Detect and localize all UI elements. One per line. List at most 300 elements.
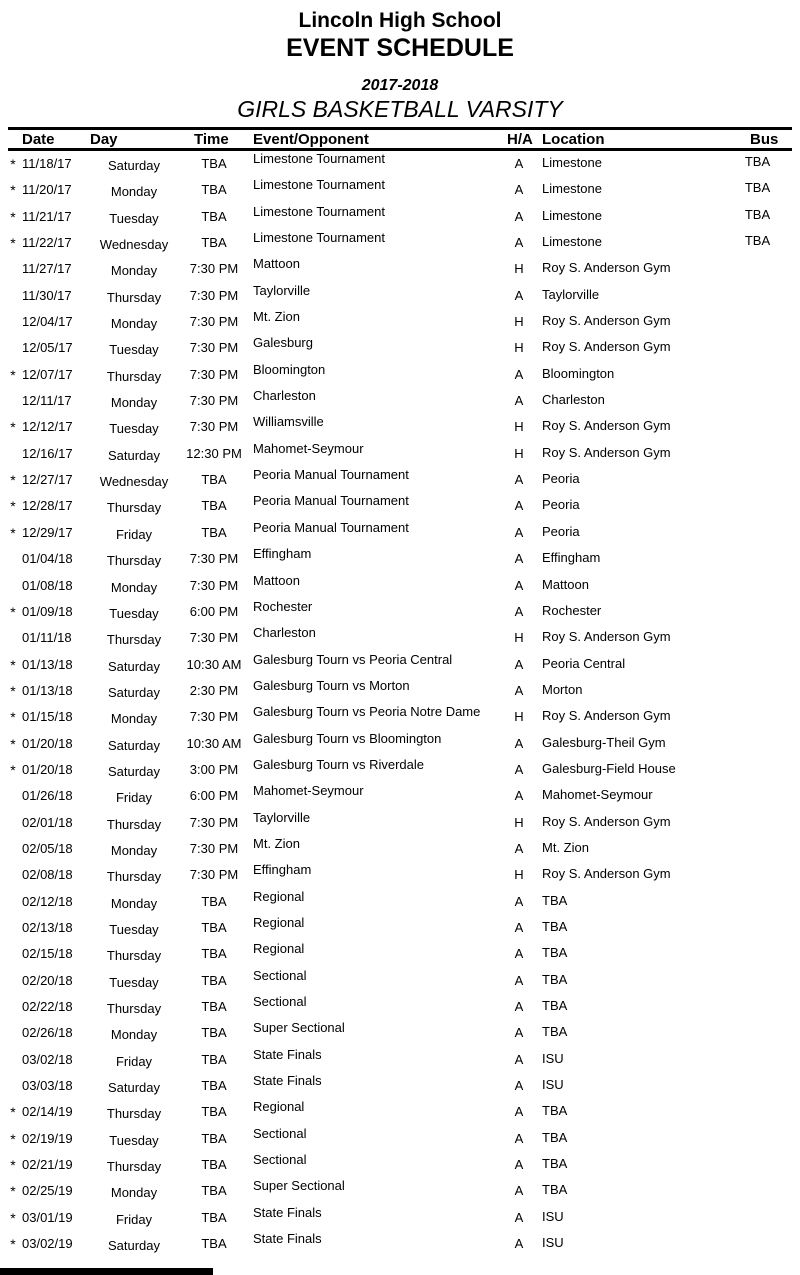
cell-ha: A bbox=[514, 972, 524, 988]
cell-ha: A bbox=[514, 287, 524, 303]
cell-day: Thursday bbox=[106, 1001, 162, 1016]
cell-time: TBA bbox=[201, 893, 227, 909]
cell-event: Peoria Manual Tournament bbox=[253, 519, 409, 535]
cell-event: Mt. Zion bbox=[253, 309, 300, 325]
column-header-location: Location bbox=[542, 131, 605, 148]
cell-event: Bloomington bbox=[253, 361, 326, 377]
cell-location: Roy S. Anderson Gym bbox=[542, 444, 671, 460]
cell-bus bbox=[735, 386, 792, 412]
cell-bus bbox=[735, 1124, 792, 1150]
star-marker: * bbox=[10, 498, 16, 515]
cell-ha: A bbox=[514, 1130, 524, 1146]
cell-event: Super Sectional bbox=[253, 1178, 345, 1194]
cell-location: Morton bbox=[542, 681, 583, 697]
cell-date: 12/29/17 bbox=[22, 524, 73, 540]
cell-day: Monday bbox=[110, 184, 158, 200]
cell-time: TBA bbox=[201, 208, 227, 224]
cell-bus bbox=[735, 650, 792, 676]
cell-date: 03/01/19 bbox=[22, 1209, 73, 1225]
cell-date: 02/19/19 bbox=[22, 1130, 73, 1146]
cell-time: TBA bbox=[201, 156, 227, 171]
cell-location: Mattoon bbox=[542, 576, 589, 592]
cell-day: Thursday bbox=[106, 1159, 162, 1175]
cell-day: Tuesday bbox=[109, 605, 159, 621]
cell-day: Saturday bbox=[107, 658, 161, 674]
cell-bus bbox=[735, 1071, 792, 1097]
cell-bus bbox=[735, 676, 792, 702]
cell-day: Thursday bbox=[106, 500, 162, 516]
cell-date: 12/16/17 bbox=[22, 445, 73, 461]
cell-event: Sectional bbox=[253, 994, 307, 1009]
cell-bus bbox=[735, 360, 792, 386]
cell-bus bbox=[735, 544, 792, 570]
cell-bus: TBA bbox=[744, 233, 771, 249]
star-marker bbox=[8, 573, 18, 599]
cell-ha: A bbox=[514, 788, 524, 804]
cell-date: 01/26/18 bbox=[22, 788, 73, 804]
cell-location: ISU bbox=[542, 1050, 564, 1066]
cell-day: Wednesday bbox=[99, 237, 169, 253]
cell-day: Saturday bbox=[107, 737, 161, 753]
cell-ha: A bbox=[514, 156, 524, 171]
cell-bus bbox=[735, 755, 792, 781]
cell-ha: A bbox=[514, 577, 524, 593]
cell-day: Tuesday bbox=[109, 210, 159, 226]
cell-day: Friday bbox=[115, 526, 153, 542]
star-marker bbox=[8, 836, 18, 862]
cell-event: State Finals bbox=[253, 1046, 322, 1062]
team-label: GIRLS BASKETBALL VARSITY bbox=[237, 96, 563, 122]
cell-date: 11/18/17 bbox=[22, 156, 72, 171]
cell-day: Monday bbox=[110, 842, 158, 858]
column-header-time: Time bbox=[194, 131, 229, 148]
cell-event: Galesburg Tourn vs Bloomington bbox=[253, 730, 442, 746]
cell-day: Monday bbox=[110, 1027, 158, 1043]
cell-time: TBA bbox=[201, 1025, 227, 1041]
cell-ha: A bbox=[514, 1025, 524, 1041]
star-marker: * bbox=[10, 1157, 16, 1174]
cell-date: 02/26/18 bbox=[22, 1025, 73, 1041]
season-label: 2017-2018 bbox=[361, 77, 439, 94]
star-marker: * bbox=[10, 709, 16, 726]
cell-date: 11/21/17 bbox=[22, 208, 72, 224]
star-marker: * bbox=[10, 235, 16, 252]
cell-time: TBA bbox=[201, 1157, 227, 1173]
cell-time: TBA bbox=[201, 1104, 227, 1120]
star-marker: * bbox=[10, 1183, 16, 1200]
cell-location: Effingham bbox=[542, 550, 601, 566]
cell-location: Peoria bbox=[542, 497, 580, 513]
cell-ha: A bbox=[514, 182, 524, 198]
cell-date: 02/15/18 bbox=[22, 946, 73, 962]
cell-day: Saturday bbox=[107, 1238, 161, 1254]
star-marker bbox=[8, 783, 18, 809]
cell-day: Monday bbox=[110, 579, 158, 595]
cell-time: 7:30 PM bbox=[189, 340, 239, 356]
cell-bus: TBA bbox=[744, 154, 771, 169]
cell-location: Charleston bbox=[542, 392, 605, 408]
cell-date: 12/27/17 bbox=[22, 472, 73, 488]
cell-time: 7:30 PM bbox=[189, 814, 239, 830]
cell-time: 7:30 PM bbox=[189, 630, 239, 646]
cell-location: Peoria bbox=[542, 471, 580, 487]
cell-ha: H bbox=[514, 314, 524, 330]
cell-location: Limestone bbox=[542, 234, 602, 250]
cell-location: TBA bbox=[542, 918, 568, 934]
cell-day: Thursday bbox=[106, 289, 162, 305]
cell-location: Roy S. Anderson Gym bbox=[542, 339, 671, 355]
cell-ha: A bbox=[514, 472, 524, 488]
cell-ha: H bbox=[514, 419, 524, 435]
cell-bus bbox=[735, 597, 792, 623]
cell-date: 02/14/19 bbox=[22, 1104, 73, 1120]
cell-time: 7:30 PM bbox=[189, 551, 239, 567]
cell-ha: A bbox=[514, 761, 524, 777]
cell-ha: A bbox=[514, 366, 524, 382]
star-marker: * bbox=[10, 761, 16, 778]
cell-date: 11/20/17 bbox=[22, 182, 72, 198]
cell-time: 2:30 PM bbox=[189, 682, 239, 698]
cell-time: TBA bbox=[201, 1183, 227, 1199]
cell-time: 10:30 AM bbox=[186, 735, 242, 751]
cell-ha: A bbox=[514, 603, 524, 619]
cell-location: TBA bbox=[542, 945, 568, 961]
cell-day: Friday bbox=[115, 790, 153, 806]
cell-day: Thursday bbox=[106, 632, 162, 648]
cell-event: Galesburg Tourn vs Peoria Notre Dame bbox=[253, 704, 481, 720]
cell-ha: A bbox=[514, 1051, 524, 1067]
cell-date: 01/08/18 bbox=[22, 577, 73, 593]
cell-location: Roy S. Anderson Gym bbox=[542, 708, 671, 724]
cell-time: 6:00 PM bbox=[189, 788, 239, 804]
star-marker: * bbox=[10, 156, 16, 172]
cell-event: Mattoon bbox=[253, 572, 300, 588]
cell-time: TBA bbox=[201, 1051, 227, 1067]
cell-time: TBA bbox=[201, 946, 227, 962]
cell-event: Mattoon bbox=[253, 256, 300, 272]
cell-location: Peoria bbox=[542, 523, 580, 539]
cell-location: Roy S. Anderson Gym bbox=[542, 813, 671, 829]
star-marker bbox=[8, 256, 18, 282]
cell-location: Roy S. Anderson Gym bbox=[542, 313, 671, 329]
cell-ha: A bbox=[514, 682, 524, 698]
table-body bbox=[8, 151, 792, 1257]
cell-bus bbox=[735, 465, 792, 491]
cell-day: Monday bbox=[110, 395, 158, 411]
cell-location: Peoria Central bbox=[542, 655, 626, 671]
schedule-table bbox=[8, 127, 792, 1257]
column-header-ha: H/A bbox=[507, 131, 533, 148]
cell-event: Limestone Tournament bbox=[253, 151, 386, 166]
star-marker bbox=[8, 388, 18, 414]
cell-ha: H bbox=[514, 445, 524, 461]
cell-location: TBA bbox=[542, 971, 568, 987]
column-header-bus: Bus bbox=[750, 131, 779, 148]
cell-bus bbox=[735, 966, 792, 992]
cell-time: 6:00 PM bbox=[189, 603, 239, 619]
cell-time: TBA bbox=[201, 999, 227, 1014]
cell-bus bbox=[735, 834, 792, 860]
cell-ha: H bbox=[514, 709, 524, 725]
star-marker: * bbox=[10, 603, 16, 620]
cell-date: 02/08/18 bbox=[22, 867, 73, 883]
cell-ha: A bbox=[514, 735, 524, 751]
cell-event: Regional bbox=[253, 941, 305, 957]
cell-location: Galesburg-Theil Gym bbox=[542, 734, 666, 750]
cell-location: TBA bbox=[542, 1182, 568, 1198]
cell-time: 7:30 PM bbox=[189, 261, 239, 277]
cell-time: TBA bbox=[201, 1130, 227, 1146]
cell-time: TBA bbox=[201, 182, 227, 198]
cell-bus: TBA bbox=[744, 180, 771, 196]
column-header-event: Event/Opponent bbox=[253, 131, 369, 148]
cell-bus bbox=[735, 939, 792, 965]
cell-ha: A bbox=[514, 498, 524, 514]
cell-ha: A bbox=[514, 1104, 524, 1120]
cell-bus bbox=[735, 1150, 792, 1176]
cell-date: 12/11/17 bbox=[22, 393, 72, 409]
cell-date: 01/11/18 bbox=[22, 630, 72, 646]
document-header bbox=[0, 0, 800, 122]
cell-time: TBA bbox=[201, 1209, 227, 1225]
cell-ha: H bbox=[514, 261, 524, 277]
cell-day: Tuesday bbox=[109, 421, 159, 437]
cell-time: TBA bbox=[201, 235, 227, 251]
cell-day: Thursday bbox=[106, 869, 162, 885]
cell-ha: A bbox=[514, 1157, 524, 1173]
cell-bus bbox=[735, 439, 792, 465]
star-marker: * bbox=[10, 682, 16, 699]
next-page-edge-line bbox=[0, 1268, 213, 1275]
cell-day: Friday bbox=[115, 1053, 153, 1069]
star-marker: * bbox=[10, 656, 16, 673]
star-marker bbox=[8, 968, 18, 994]
cell-location: Galesburg-Field House bbox=[542, 760, 676, 776]
cell-date: 02/20/18 bbox=[22, 972, 73, 988]
cell-location: Mt. Zion bbox=[542, 839, 589, 855]
cell-ha: H bbox=[514, 814, 524, 830]
cell-date: 01/13/18 bbox=[22, 682, 73, 698]
cell-day: Saturday bbox=[107, 158, 161, 173]
cell-date: 03/02/18 bbox=[22, 1051, 73, 1067]
cell-time: 7:30 PM bbox=[189, 393, 239, 409]
cell-location: Taylorville bbox=[542, 286, 600, 302]
cell-event: Mahomet-Seymour bbox=[253, 440, 364, 456]
cell-date: 01/15/18 bbox=[22, 709, 73, 725]
cell-location: Roy S. Anderson Gym bbox=[542, 260, 671, 276]
star-marker bbox=[8, 309, 18, 335]
cell-bus bbox=[735, 1176, 792, 1202]
cell-bus bbox=[735, 887, 792, 913]
cell-ha: A bbox=[514, 393, 524, 409]
cell-date: 12/28/17 bbox=[22, 498, 73, 514]
cell-ha: A bbox=[514, 656, 524, 672]
cell-ha: A bbox=[514, 946, 524, 962]
cell-bus bbox=[735, 623, 792, 649]
cell-time: 7:30 PM bbox=[189, 709, 239, 725]
cell-location: Limestone bbox=[542, 155, 602, 170]
cell-location: Bloomington bbox=[542, 365, 615, 381]
cell-date: 02/22/18 bbox=[22, 999, 73, 1014]
cell-date: 02/21/19 bbox=[22, 1157, 73, 1173]
cell-location: Mahomet-Seymour bbox=[542, 787, 653, 803]
star-marker bbox=[8, 441, 18, 467]
star-marker bbox=[8, 889, 18, 915]
cell-bus bbox=[735, 571, 792, 597]
cell-event: State Finals bbox=[253, 1231, 322, 1247]
document-title: EVENT SCHEDULE bbox=[286, 34, 514, 62]
star-marker: * bbox=[10, 524, 16, 541]
star-marker bbox=[8, 915, 18, 941]
cell-event: Mahomet-Seymour bbox=[253, 783, 364, 799]
cell-event: Galesburg bbox=[253, 335, 313, 351]
cell-bus bbox=[735, 1203, 792, 1229]
cell-day: Monday bbox=[110, 895, 158, 911]
cell-ha: A bbox=[514, 1078, 524, 1094]
cell-bus bbox=[735, 1018, 792, 1044]
cell-bus bbox=[735, 702, 792, 728]
cell-day: Wednesday bbox=[99, 474, 169, 490]
cell-bus bbox=[735, 1045, 792, 1071]
table-row bbox=[8, 1231, 792, 1257]
cell-day: Tuesday bbox=[109, 921, 159, 937]
cell-location: TBA bbox=[542, 1156, 568, 1172]
cell-day: Friday bbox=[115, 1211, 153, 1227]
star-marker bbox=[8, 810, 18, 836]
cell-event: Regional bbox=[253, 914, 305, 930]
cell-event: Effingham bbox=[253, 862, 312, 878]
cell-location: TBA bbox=[542, 892, 568, 908]
cell-bus: TBA bbox=[744, 206, 771, 222]
cell-location: TBA bbox=[542, 1024, 568, 1040]
cell-bus bbox=[735, 1229, 792, 1255]
cell-location: ISU bbox=[542, 1208, 564, 1224]
cell-event: Regional bbox=[253, 888, 305, 904]
cell-time: TBA bbox=[201, 472, 227, 488]
cell-date: 01/20/18 bbox=[22, 761, 73, 777]
cell-date: 11/30/17 bbox=[22, 287, 72, 303]
star-marker bbox=[8, 335, 18, 361]
cell-date: 12/05/17 bbox=[22, 340, 73, 356]
cell-bus bbox=[735, 412, 792, 438]
star-marker: * bbox=[10, 1130, 16, 1147]
cell-event: Charleston bbox=[253, 625, 316, 641]
cell-time: 7:30 PM bbox=[189, 287, 239, 303]
cell-event: Rochester bbox=[253, 598, 313, 614]
cell-date: 03/02/19 bbox=[22, 1236, 73, 1252]
cell-event: Sectional bbox=[253, 967, 307, 983]
cell-ha: A bbox=[514, 1236, 524, 1252]
cell-bus bbox=[735, 913, 792, 939]
cell-time: TBA bbox=[201, 1078, 227, 1094]
cell-event: Galesburg Tourn vs Peoria Central bbox=[253, 651, 453, 667]
cell-location: Limestone bbox=[542, 207, 602, 223]
cell-day: Tuesday bbox=[109, 974, 159, 990]
school-name: Lincoln High School bbox=[298, 9, 502, 32]
cell-event: Regional bbox=[253, 1099, 305, 1115]
cell-time: TBA bbox=[201, 919, 227, 935]
cell-bus bbox=[735, 860, 792, 886]
cell-date: 02/12/18 bbox=[22, 893, 73, 909]
cell-location: Roy S. Anderson Gym bbox=[542, 629, 671, 645]
cell-ha: A bbox=[514, 1209, 524, 1225]
cell-location: ISU bbox=[542, 1077, 564, 1093]
cell-event: Charleston bbox=[253, 388, 316, 404]
star-marker: * bbox=[10, 419, 16, 436]
star-marker: * bbox=[10, 366, 16, 383]
cell-ha: H bbox=[514, 340, 524, 356]
cell-time: 7:30 PM bbox=[189, 419, 239, 435]
star-marker bbox=[8, 1020, 18, 1046]
cell-event: Sectional bbox=[253, 1125, 307, 1141]
cell-ha: A bbox=[514, 235, 524, 251]
cell-time: 10:30 AM bbox=[186, 656, 242, 672]
cell-ha: H bbox=[514, 630, 524, 646]
star-marker bbox=[8, 1047, 18, 1073]
cell-bus bbox=[735, 781, 792, 807]
star-marker: * bbox=[10, 1209, 16, 1226]
cell-time: 7:30 PM bbox=[189, 577, 239, 593]
cell-time: TBA bbox=[201, 1236, 227, 1252]
star-marker: * bbox=[10, 182, 16, 199]
column-header-date: Date bbox=[22, 131, 55, 148]
cell-bus bbox=[735, 254, 792, 280]
star-marker bbox=[8, 283, 18, 309]
cell-time: 12:30 PM bbox=[186, 445, 242, 461]
star-marker bbox=[8, 994, 18, 1020]
cell-event: Peoria Manual Tournament bbox=[253, 467, 409, 483]
star-marker: * bbox=[10, 472, 16, 489]
cell-event: Effingham bbox=[253, 546, 312, 562]
cell-location: TBA bbox=[542, 1129, 568, 1145]
cell-date: 12/12/17 bbox=[22, 419, 73, 435]
cell-date: 01/13/18 bbox=[22, 656, 73, 672]
cell-day: Monday bbox=[110, 1185, 158, 1201]
cell-event: Limestone Tournament bbox=[253, 177, 386, 193]
cell-event: Williamsville bbox=[253, 414, 324, 430]
cell-day: Saturday bbox=[107, 1080, 161, 1096]
cell-event: State Finals bbox=[253, 1204, 322, 1220]
cell-ha: A bbox=[514, 524, 524, 540]
cell-time: 7:30 PM bbox=[189, 314, 239, 330]
cell-date: 11/27/17 bbox=[22, 261, 72, 277]
cell-event: Taylorville bbox=[253, 282, 311, 298]
cell-event: Galesburg Tourn vs Morton bbox=[253, 677, 410, 693]
cell-time: TBA bbox=[201, 972, 227, 988]
cell-day: Thursday bbox=[106, 368, 162, 384]
star-marker bbox=[8, 625, 18, 651]
cell-date: 02/05/18 bbox=[22, 840, 73, 856]
cell-day: Tuesday bbox=[109, 1132, 159, 1148]
cell-bus bbox=[735, 333, 792, 359]
cell-bus bbox=[735, 808, 792, 834]
cell-day: Monday bbox=[110, 263, 158, 279]
cell-event: State Finals bbox=[253, 1073, 322, 1089]
cell-time: 7:30 PM bbox=[189, 867, 239, 883]
cell-date: 01/04/18 bbox=[22, 551, 73, 567]
cell-event: Galesburg Tourn vs Riverdale bbox=[253, 756, 425, 772]
cell-day: Thursday bbox=[106, 553, 162, 569]
cell-date: 11/22/17 bbox=[22, 235, 72, 251]
cell-location: Roy S. Anderson Gym bbox=[542, 866, 671, 882]
cell-date: 12/04/17 bbox=[22, 314, 73, 330]
cell-bus bbox=[735, 992, 792, 1018]
cell-bus bbox=[735, 729, 792, 755]
cell-event: Peoria Manual Tournament bbox=[253, 493, 409, 509]
star-marker: * bbox=[10, 735, 16, 752]
cell-date: 03/03/18 bbox=[22, 1078, 73, 1094]
star-marker: * bbox=[10, 208, 16, 225]
